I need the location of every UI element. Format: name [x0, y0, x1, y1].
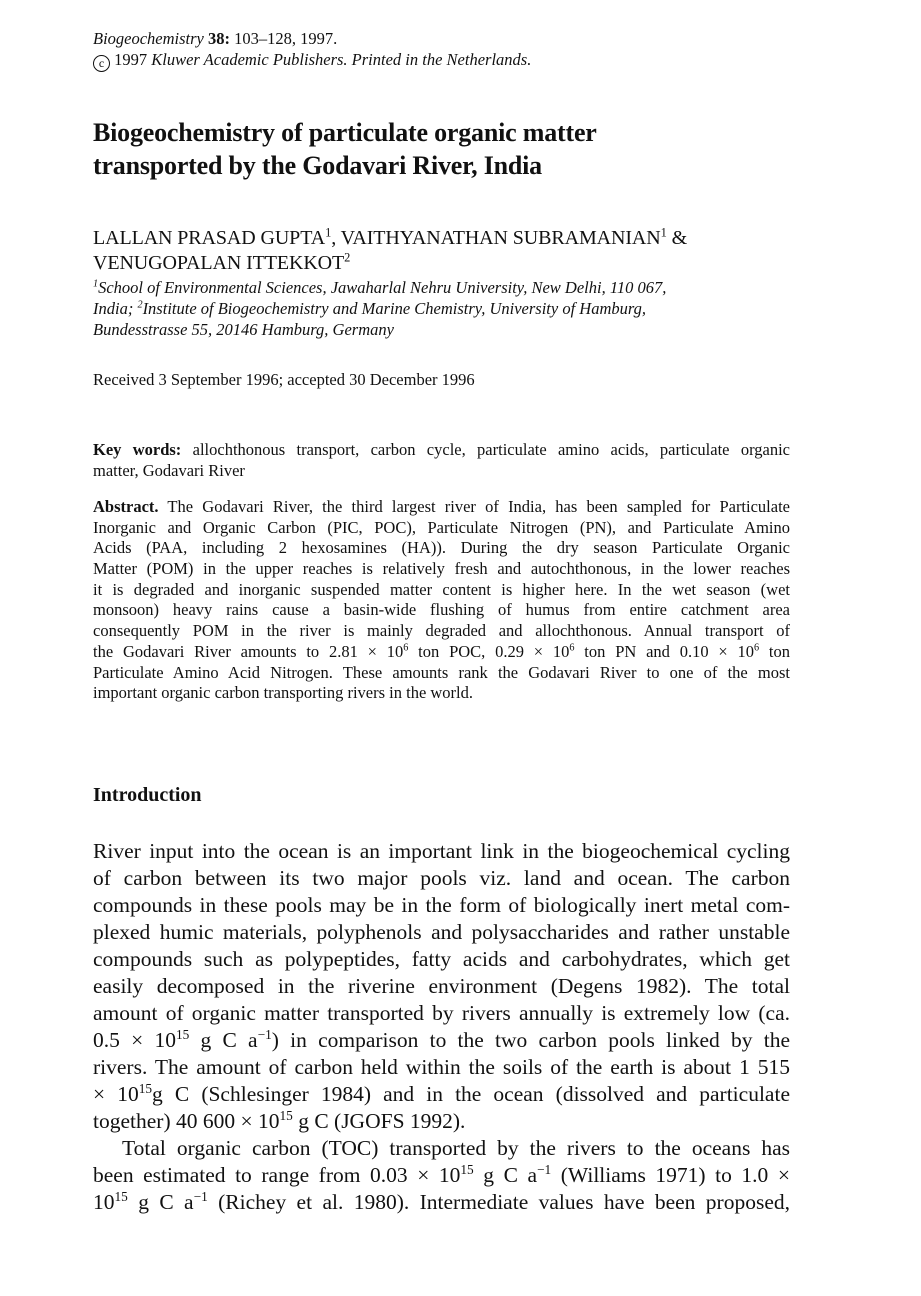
journal-name: Biogeochemistry [93, 29, 204, 48]
body-line [93, 1108, 790, 1135]
abstract-line: monsoon) heavy rains cause a basin-wide flushing of humus from entire catchment area [93, 600, 790, 620]
superscript: 15 [460, 1161, 474, 1177]
text-run: ton POC, 0.29 × 10 [408, 641, 570, 661]
abstract-label: Abstract. [93, 497, 159, 516]
superscript: −1 [537, 1161, 552, 1177]
abstract-line: The Godavari River, the third largest river of India, has been sampled for Particulate [158, 497, 790, 516]
author-2: VAITHYANATHAN SUBRAMANIAN [340, 227, 661, 249]
text-run: g C a [189, 1028, 258, 1052]
copyright-line [93, 49, 531, 72]
abstract-line: Inorganic and Organic Carbon (PIC, POC), Particulate Nitrogen (PN), and Particulate Amino [93, 517, 790, 537]
superscript: −1 [193, 1188, 208, 1204]
text-run: (Richey et al. 1980). Intermediate values have been proposed, [207, 1190, 790, 1214]
abstract-line: Acids (PAA, including 2 hexosamines (HA)). During the dry season Particulate Organic [93, 538, 790, 558]
affiliations [93, 277, 666, 340]
author-separator: & [666, 227, 688, 249]
abstract-line: Particulate Amino Acid Nitrogen. These amounts rank the Godavari River to one of the most [93, 662, 790, 682]
superscript: 6 [403, 642, 409, 654]
text-run: 10 [93, 1190, 115, 1214]
author-1: LALLAN PRASAD GUPTA [93, 227, 326, 249]
journal-volume: 38: [208, 29, 231, 48]
body-line: amount of organic matter transported by rivers annually is extremely low (ca. [93, 1001, 790, 1025]
paper-title [93, 116, 597, 182]
author-2-affil-mark: 1 [660, 225, 667, 240]
abstract-line: Matter (POM) in the upper reaches is relatively fresh and autochthonous, in the lower reaches [93, 559, 790, 579]
abstract-line [93, 642, 790, 663]
text-run: ton [759, 641, 790, 661]
abstract-line: it is degraded and inorganic suspended matter content is higher here. In the wet season (wet [93, 579, 790, 599]
text-run: × 10 [93, 1082, 139, 1106]
text-run: g C (JGOFS 1992). [292, 1109, 466, 1133]
body-line: plexed humic materials, polyphenols and polysaccharides and rather unstable [93, 920, 790, 944]
title-line-2: transported by the Godavari River, India [93, 151, 542, 180]
affiliation-1-country: India; [93, 299, 138, 318]
text-run: g C (Schlesinger 1984) and in the ocean (dissolved and particulate [152, 1082, 790, 1106]
publisher: Kluwer Academic Publishers. Printed in the Netherlands. [151, 50, 532, 69]
abstract [93, 497, 790, 704]
affiliation-2-address: Bundesstrasse 55, 20146 Hamburg, Germany [93, 320, 394, 339]
body-line: compounds such as polypeptides, fatty acids and carbohydrates, which get [93, 947, 790, 971]
author-3: VENUGOPALAN ITTEKKOT [93, 252, 345, 274]
keywords-text-1: allochthonous transport, carbon cycle, particulate amino acids, particulate organic [181, 440, 790, 459]
abstract-line: consequently POM in the river is mainly degraded and allochthonous. Annual transport of [93, 621, 790, 641]
body-line [93, 1189, 790, 1216]
text-run: (Williams 1971) to 1.0 × [551, 1163, 790, 1187]
keywords-text-2: matter, Godavari River [93, 461, 245, 480]
copyright-year: 1997 [114, 50, 148, 69]
superscript: 15 [279, 1107, 293, 1123]
author-3-affil-mark: 2 [344, 250, 351, 265]
affiliation-1: School of Environmental Sciences, Jawaharlal Nehru University, New Delhi, 110 067, [98, 278, 667, 297]
superscript: 15 [138, 1080, 153, 1096]
superscript: −1 [257, 1026, 272, 1042]
text-run: 0.5 × 10 [93, 1028, 176, 1052]
body-line: Total organic carbon (TOC) transported by the rivers to the oceans has [122, 1136, 790, 1160]
keywords [93, 440, 790, 482]
affiliation-2: Institute of Biogeochemistry and Marine Chemistry, University of Hamburg, [142, 299, 647, 318]
superscript: 15 [175, 1026, 190, 1042]
text-run: been estimated to range from 0.03 × 10 [93, 1163, 461, 1187]
body-line: rivers. The amount of carbon held within the soils of the earth is about 1 515 [93, 1055, 790, 1079]
body-line: River input into the ocean is an important link in the biogeochemical cycling [93, 839, 790, 863]
copyright-icon: c [93, 55, 110, 72]
superscript: 6 [754, 642, 760, 654]
keywords-label: Key words: [93, 440, 182, 459]
journal-pages-year: 103–128, 1997. [234, 29, 338, 48]
superscript: 6 [569, 642, 575, 654]
text-run: ton PN and 0.10 × 10 [574, 641, 754, 661]
received-accepted-dates: Received 3 September 1996; accepted 30 December 1996 [93, 370, 475, 389]
body-line [93, 1081, 790, 1108]
superscript: 15 [114, 1188, 128, 1204]
text-run: g C a [127, 1190, 194, 1214]
body-line [93, 1162, 790, 1189]
text-run: ) in comparison to the two carbon pools linked by the [271, 1028, 790, 1052]
author-list [93, 226, 687, 276]
body-line: easily decomposed in the riverine environment (Degens 1982). The total [93, 974, 790, 998]
body-line: of carbon between its two major pools viz. land and ocean. The carbon [93, 866, 790, 890]
author-1-affil-mark: 1 [325, 225, 332, 240]
introduction-body [93, 838, 790, 1216]
text-run: together) 40 600 × 10 [93, 1109, 280, 1133]
affil-mark-1: 1 [93, 278, 99, 290]
section-heading-introduction: Introduction [93, 784, 202, 806]
text-run: g C a [473, 1163, 538, 1187]
journal-citation [93, 28, 337, 49]
abstract-line: important organic carbon transporting rivers in the world. [93, 683, 474, 703]
author-separator: , [331, 227, 341, 249]
affil-mark-2: 2 [137, 299, 143, 311]
body-line [93, 1027, 790, 1054]
text-run: the Godavari River amounts to 2.81 × 10 [93, 641, 404, 661]
title-line-1: Biogeochemistry of particulate organic matter [93, 118, 597, 147]
body-line: compounds in these pools may be in the form of biologically inert metal com- [93, 893, 790, 917]
